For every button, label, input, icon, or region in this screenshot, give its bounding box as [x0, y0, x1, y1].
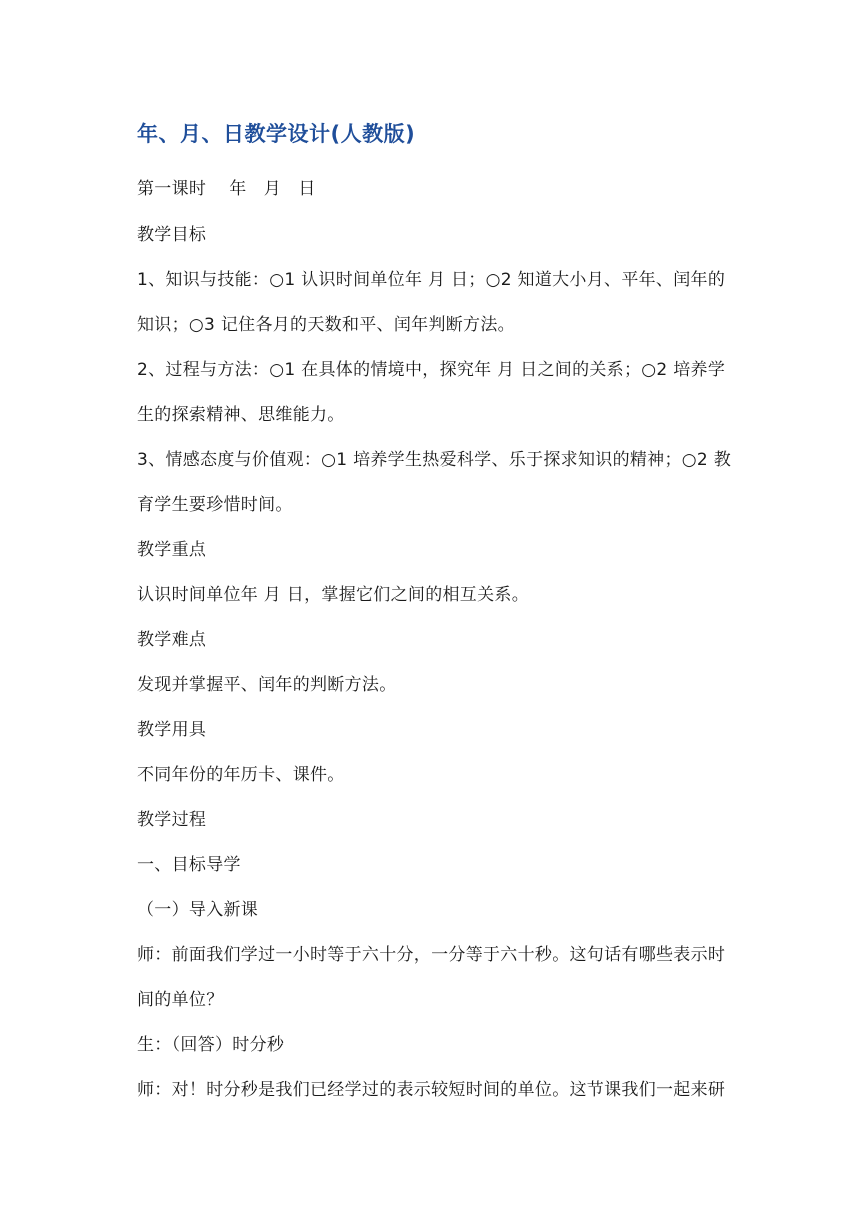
paragraph-line: 生的探索精神、思维能力。 [137, 405, 345, 425]
paragraph-line: 师：前面我们学过一小时等于六十分，一分等于六十秒。这句话有哪些表示时 [137, 945, 726, 965]
section-heading-objectives: 教学目标 [137, 225, 207, 245]
paragraph-line: 认识时间单位年 月 日，掌握它们之间的相互关系。 [137, 585, 530, 605]
paragraph-line: 师：对！时分秒是我们已经学过的表示较短时间的单位。这节课我们一起来研 [137, 1080, 726, 1100]
subsection-heading: （一）导入新课 [137, 900, 259, 920]
paragraph-line: 2、过程与方法：○1 在具体的情境中，探究年 月 日之间的关系；○2 培养学 [137, 360, 726, 380]
paragraph-line: 生：（回答）时分秒 [137, 1035, 285, 1055]
paragraph-line: 发现并掌握平、闰年的判断方法。 [137, 675, 397, 695]
paragraph-line: 3、情感态度与价值观：○1 培养学生热爱科学、乐于探求知识的精神；○2 教 [137, 450, 732, 470]
document-title: 年、月、日教学设计(人教版) [137, 122, 416, 146]
paragraph-line: 1、知识与技能：○1 认识时间单位年 月 日；○2 知道大小月、平年、闰年的 [137, 270, 726, 290]
paragraph-line: 育学生要珍惜时间。 [137, 495, 293, 515]
section-heading-process: 教学过程 [137, 810, 207, 830]
section-heading-tools: 教学用具 [137, 720, 207, 740]
subsection-heading: 一、目标导学 [137, 855, 241, 875]
lesson-period-line: 第一课时 年 月 日 [137, 179, 316, 199]
paragraph-line: 间的单位？ [137, 990, 224, 1010]
section-heading-key-points: 教学重点 [137, 540, 207, 560]
paragraph-line: 知识；○3 记住各月的天数和平、闰年判断方法。 [137, 315, 515, 335]
paragraph-line: 不同年份的年历卡、课件。 [137, 765, 345, 785]
section-heading-difficulties: 教学难点 [137, 630, 207, 650]
